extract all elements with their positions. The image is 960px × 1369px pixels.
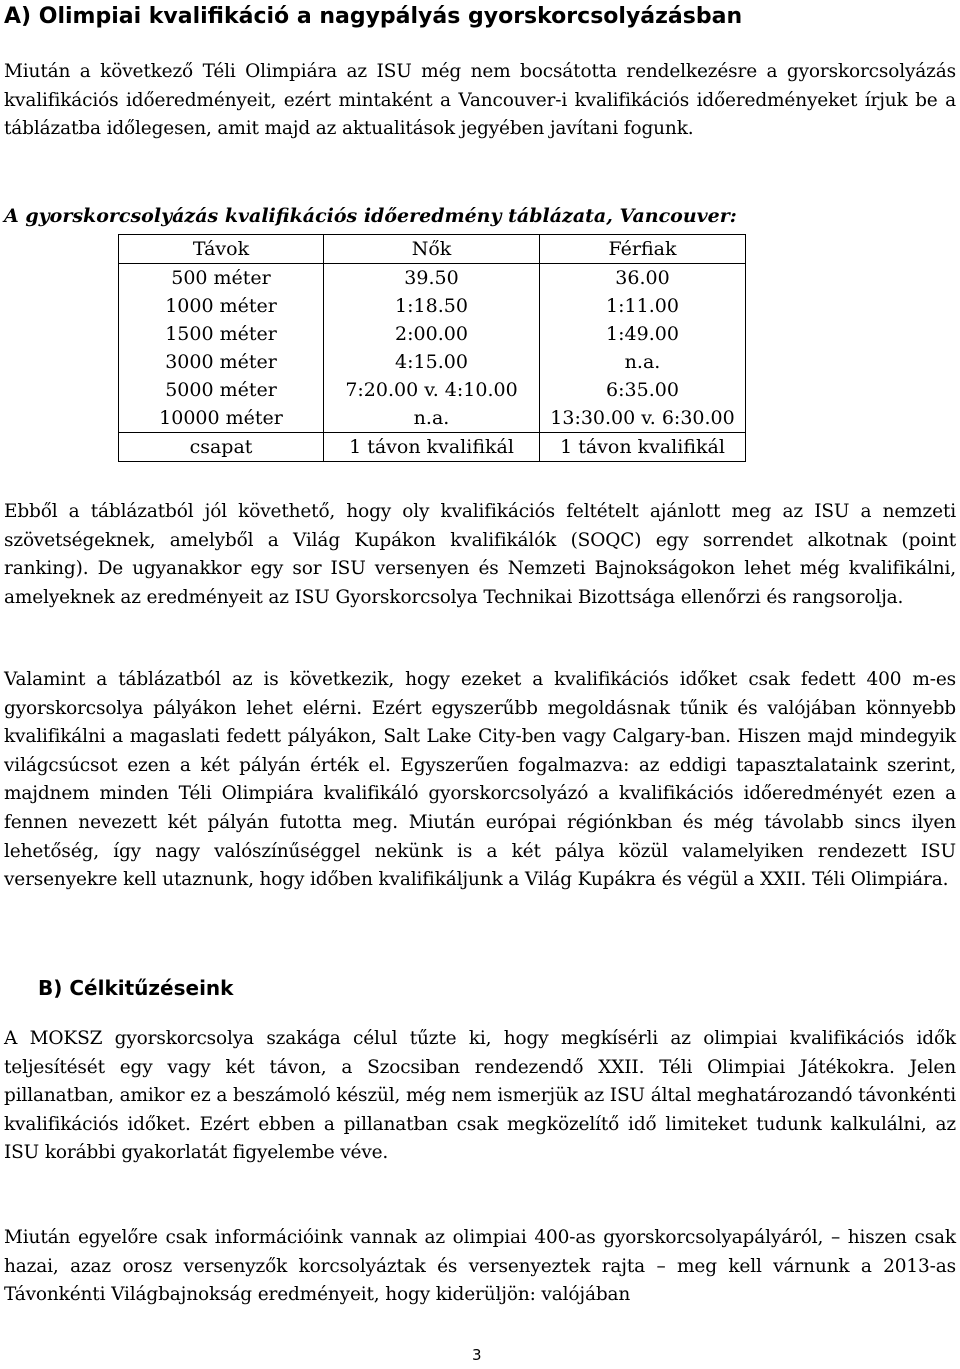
men-time-cell: 36.00 bbox=[540, 264, 746, 293]
table-row bbox=[119, 292, 746, 320]
table-row bbox=[119, 376, 746, 404]
distance-cell: csapat bbox=[119, 433, 324, 462]
table-row bbox=[119, 264, 746, 293]
men-time-cell: 13:30.00 v. 6:30.00 bbox=[540, 404, 746, 433]
table-caption: A gyorskorcsolyázás kvalifikációs időeredmény táblázata, Vancouver: bbox=[4, 205, 737, 227]
distance-cell: 10000 méter bbox=[119, 404, 324, 433]
women-time-cell: 7:20.00 v. 4:10.00 bbox=[324, 376, 540, 404]
distance-cell: 5000 méter bbox=[119, 376, 324, 404]
section-b-heading: B) Célkitűzéseink bbox=[38, 976, 234, 1000]
men-time-cell: 1:11.00 bbox=[540, 292, 746, 320]
page-number: 3 bbox=[472, 1346, 482, 1364]
table-row bbox=[119, 433, 746, 462]
section-b-paragraph-1: A MOKSZ gyorskorcsolya szakága célul tűzte ki, hogy megkísérli az olimpiai kvalifikációs idők teljesítését egy vagy két távon, a Szocsiban rendezendő XXII. Téli Olimpiai Játékokra. Jelen pillanatban, amikor ez a beszámoló készül, még nem ismerjük az ISU által meghatározandó távonkénti kvalifikációs időket. Ezért ebben a pillanatban csak megközelítő idő limiteket tudunk kalkulálni, az ISU korábbi gyakorlatát figyelembe véve. bbox=[4, 1028, 956, 1164]
qualification-times-table bbox=[118, 234, 746, 462]
section-a-paragraph-2: Ebből a táblázatból jól követhető, hogy oly kvalifikációs feltételt ajánlott meg az ISU a nemzeti szövetségeknek, amelyből a Világ Kupákon kvalifikálók (SOQC) egy sorrendet alkotnak (point ranking). De ugyanakkor egy sor ISU versenyen és Nemzeti Bajnokságokon lehet még kvalifikálni, amelyeknek az eredményeit az ISU Gyorskorcsolya Technikai Bizottsága ellenőrzi és rangsorolja. bbox=[4, 501, 956, 608]
header-men: Férfiak bbox=[540, 235, 746, 264]
distance-cell: 1500 méter bbox=[119, 320, 324, 348]
women-time-cell: 1:18.50 bbox=[324, 292, 540, 320]
women-time-cell: 1 távon kvalifikál bbox=[324, 433, 540, 462]
header-women: Nők bbox=[324, 235, 540, 264]
table-row bbox=[119, 404, 746, 433]
distance-cell: 1000 méter bbox=[119, 292, 324, 320]
women-time-cell: 4:15.00 bbox=[324, 348, 540, 376]
table-header-row bbox=[119, 235, 746, 264]
women-time-cell: n.a. bbox=[324, 404, 540, 433]
women-time-cell: 39.50 bbox=[324, 264, 540, 293]
header-distances: Távok bbox=[119, 235, 324, 264]
men-time-cell: 6:35.00 bbox=[540, 376, 746, 404]
men-time-cell: 1 távon kvalifikál bbox=[540, 433, 746, 462]
table-row bbox=[119, 348, 746, 376]
distance-cell: 3000 méter bbox=[119, 348, 324, 376]
section-a-intro-paragraph: Miután a következő Téli Olimpiára az ISU még nem bocsátotta rendelkezésre a gyorskorcsolyázás kvalifikációs időeredményeit, ezért mintaként a Vancouver-i kvalifikációs időeredményeket írjuk be a táblázatba időlegesen, amit majd az aktualitások jegyében javítani fogunk. bbox=[4, 61, 956, 140]
men-time-cell: n.a. bbox=[540, 348, 746, 376]
table-row bbox=[119, 320, 746, 348]
men-time-cell: 1:49.00 bbox=[540, 320, 746, 348]
distance-cell: 500 méter bbox=[119, 264, 324, 293]
section-a-paragraph-3: Valamint a táblázatból az is következik, hogy ezeket a kvalifikációs időket csak fedett 400 m-es gyorskorcsolya pályákon lehet elérni. Ezért egyszerűbb megoldásnak tűnik és valójában könnyebb kvalifikálni a magaslati fedett pályákon, Salt Lake City-ben vagy Calgary-ban. Hiszen majd mindegyik világcsúcsot ezen a két pályán érték el. Egyszerűen fogalmazva: az eddigi tapasztalataink szerint, majdnem minden Téli Olimpiára kvalifikáló gyorskorcsolyázó a kvalifikációs időeredményét ezen a fennen nevezett két pályán futotta meg. Miután európai régiónkban és még távolabb sincs ilyen lehetőség, így nagy valószínűséggel nekünk is a két pálya közül valamelyiken rendezett ISU versenyekre kell utaznunk, hogy időben kvalifikáljunk a Világ Kupákra és végül a XXII. Téli Olimpiára. bbox=[4, 669, 956, 891]
section-b-paragraph-2: Miután egyelőre csak információink vannak az olimpiai 400-as gyorskorcsolyapályáról, – hiszen csak hazai, azaz orosz versenyzők korcsolyáztak és versenyeztek rajta – meg kell várnunk a 2013-as Távonkénti Világbajnokság eredményeit, hogy kiderüljön: valójában bbox=[4, 1227, 956, 1306]
section-a-heading: A) Olimpiai kvalifikáció a nagypályás gyorskorcsolyázásban bbox=[4, 4, 743, 29]
women-time-cell: 2:00.00 bbox=[324, 320, 540, 348]
